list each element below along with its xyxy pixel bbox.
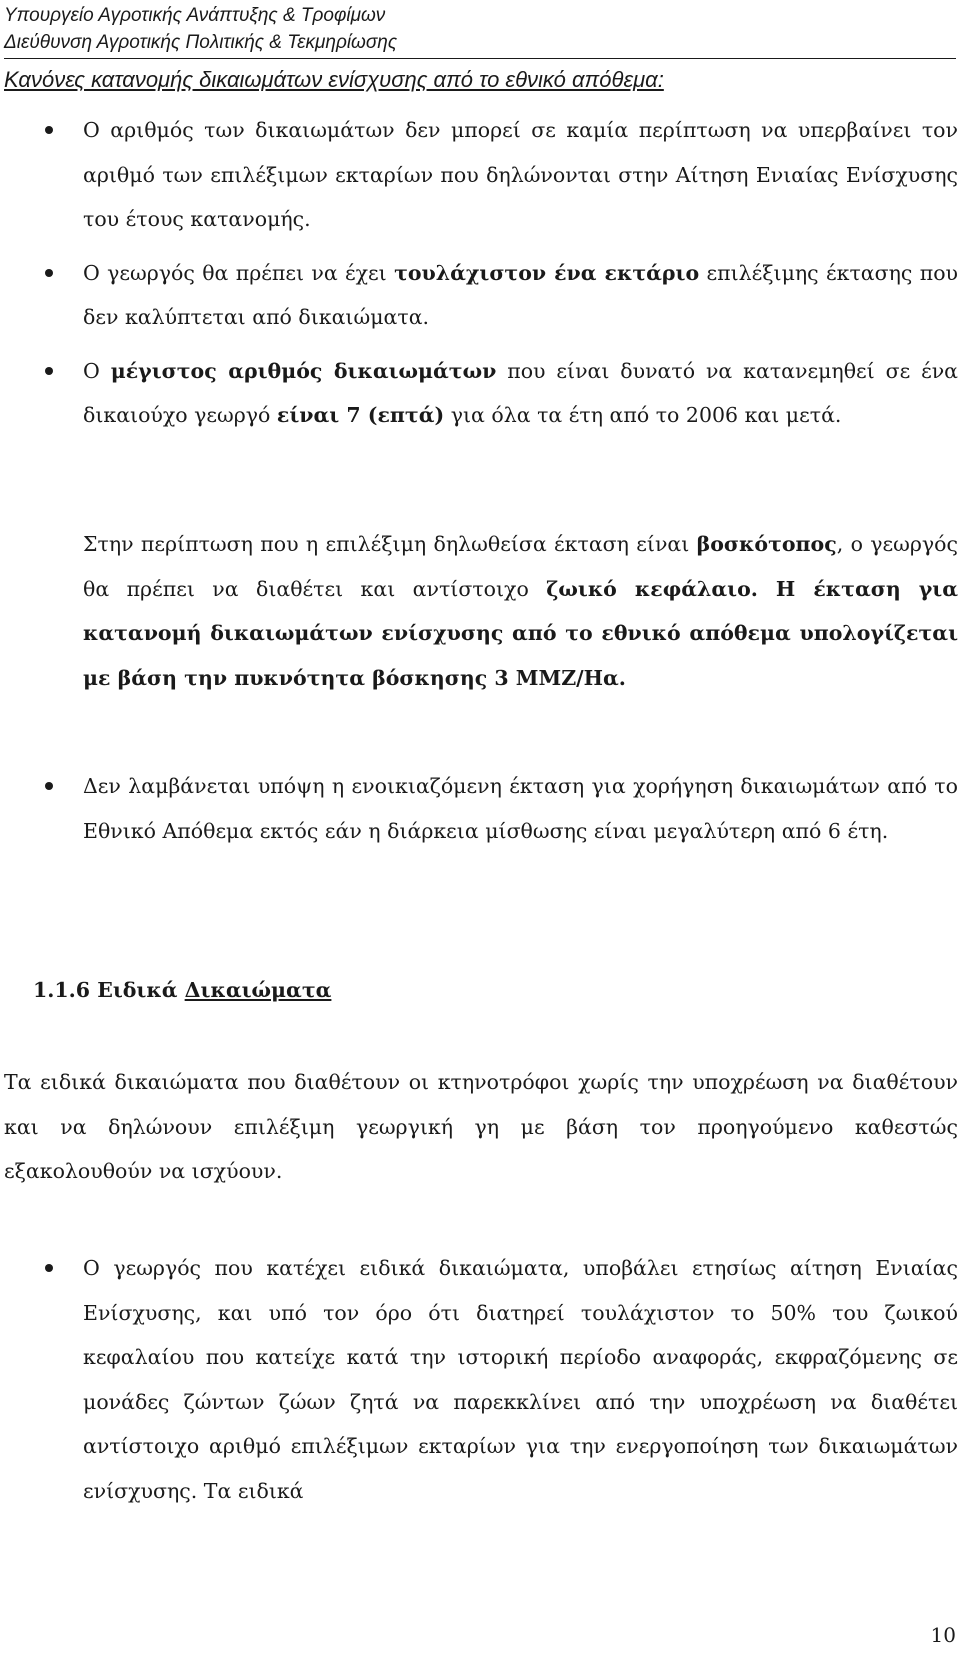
pasture-text-bold-2: ζωικό κεφάλαιο. Η έκταση για κατανομή δικαιωμάτων ενίσχυσης από το εθνικό απόθεμα υπολογίζεται με βάση την πυκνότητα βόσκησης 3 ΜΜΖ/Ηα. [83, 576, 958, 690]
bullet-icon [45, 782, 53, 790]
bullet-item-min-hectare [83, 251, 958, 340]
bullet-text-bold-1: μέγιστος αριθμός δικαιωμάτων [110, 358, 497, 383]
rules-heading: Κανόνες κατανομής δικαιωμάτων ενίσχυσης από το εθνικό απόθεμα: [4, 67, 664, 92]
bullet-item-max-rights [83, 349, 958, 438]
bullet-icon [45, 126, 53, 134]
bullet-text-pre: Ο γεωργός θα πρέπει να έχει [83, 260, 395, 285]
header-ministry: Υπουργείο Αγροτικής Ανάπτυξης & Τροφίμων [4, 5, 386, 26]
section-title-underlined: Δικαιώματα [184, 978, 332, 1002]
bullet-icon [45, 1264, 53, 1272]
page-header [4, 2, 397, 56]
bullet-text: Δεν λαμβάνεται υπόψη η ενοικιαζόμενη έκταση για χορήγηση δικαιωμάτων από το Εθνικό Απόθεμα εκτός εάν η διάρκεια μίσθωσης είναι μεγαλύτερη από 6 έτη. [83, 774, 958, 843]
rules-bullet-list [83, 108, 958, 438]
pasture-text-pre: Στην περίπτωση που η επιλέξιμη δηλωθείσα έκταση είναι [83, 532, 697, 556]
special-rights-paragraph: Τα ειδικά δικαιώματα που διαθέτουν οι κτηνοτρόφοι χωρίς την υποχρέωση να διαθέτουν και να δηλώνουν επιλέξιμη γεωργική γη με βάση τον προηγούμενο καθεστώς εξακολουθούν να ισχύουν. [4, 1070, 958, 1183]
header-divider [4, 58, 956, 59]
header-directorate: Διεύθυνση Αγροτικής Πολιτικής & Τεκμηρίωσης [4, 32, 398, 53]
page-number: 10 [930, 1623, 956, 1647]
bullet-item-special-rights [83, 1246, 958, 1513]
section-number: 1.1.6 [33, 978, 91, 1002]
bullet-icon [45, 367, 53, 375]
pasture-paragraph [83, 522, 958, 700]
bullet-text: Ο γεωργός που κατέχει ειδικά δικαιώματα, υποβάλει ετησίως αίτηση Ενιαίας Ενίσχυσης, και υπό τον όρο ότι διατηρεί τουλάχιστον το 50% του ζωικού κεφαλαίου που κατείχε κατά την ιστορική περίοδο αναφοράς, εκφραζόμενης σε μονάδες ζώντων ζώων ζητά να παρεκκλίνει από την υποχρέωση να διαθέτει αντίστοιχο αριθμό επιλέξιμων εκταρίων για την ενεργοποίηση των δικαιωμάτων ενίσχυσης. Τα ειδικά [83, 1256, 958, 1503]
bullet-item-lease [83, 764, 958, 853]
bullet-text-bold-2: είναι 7 (επτά) [276, 403, 445, 427]
bullet-text-post: για όλα τα έτη από το 2006 και μετά. [444, 403, 842, 427]
section-heading [33, 974, 331, 1006]
bullet-text-mid: που είναι δυνατό να κατανεμηθεί σε ένα δικαιούχο γεωργό [83, 358, 959, 427]
lease-bullet-list [83, 764, 958, 853]
special-bullet-list [83, 1246, 958, 1513]
section-title-pre: Ειδικά [97, 978, 185, 1002]
bullet-text-pre: Ο [83, 358, 111, 383]
bullet-text-bold: τουλάχιστον ένα εκτάριο [394, 260, 700, 285]
pasture-text-bold-1: βοσκότοπος [696, 532, 837, 556]
bullet-text-post: επιλέξιμης έκτασης που δεν καλύπτεται από δικαιώματα. [83, 260, 959, 329]
bullet-item-rights-limit [83, 108, 958, 242]
pasture-text-mid: , ο γεωργός θα πρέπει να διαθέτει και αντίστοιχο [83, 532, 958, 601]
bullet-icon [45, 269, 53, 277]
bullet-text: Ο αριθμός των δικαιωμάτων δεν μπορεί σε καμία περίπτωση να υπερβαίνει τον αριθμό των επιλέξιμων εκταρίων που δηλώνονται στην Αίτηση Ενιαίας Ενίσχυσης του έτους κατανομής. [83, 118, 958, 231]
